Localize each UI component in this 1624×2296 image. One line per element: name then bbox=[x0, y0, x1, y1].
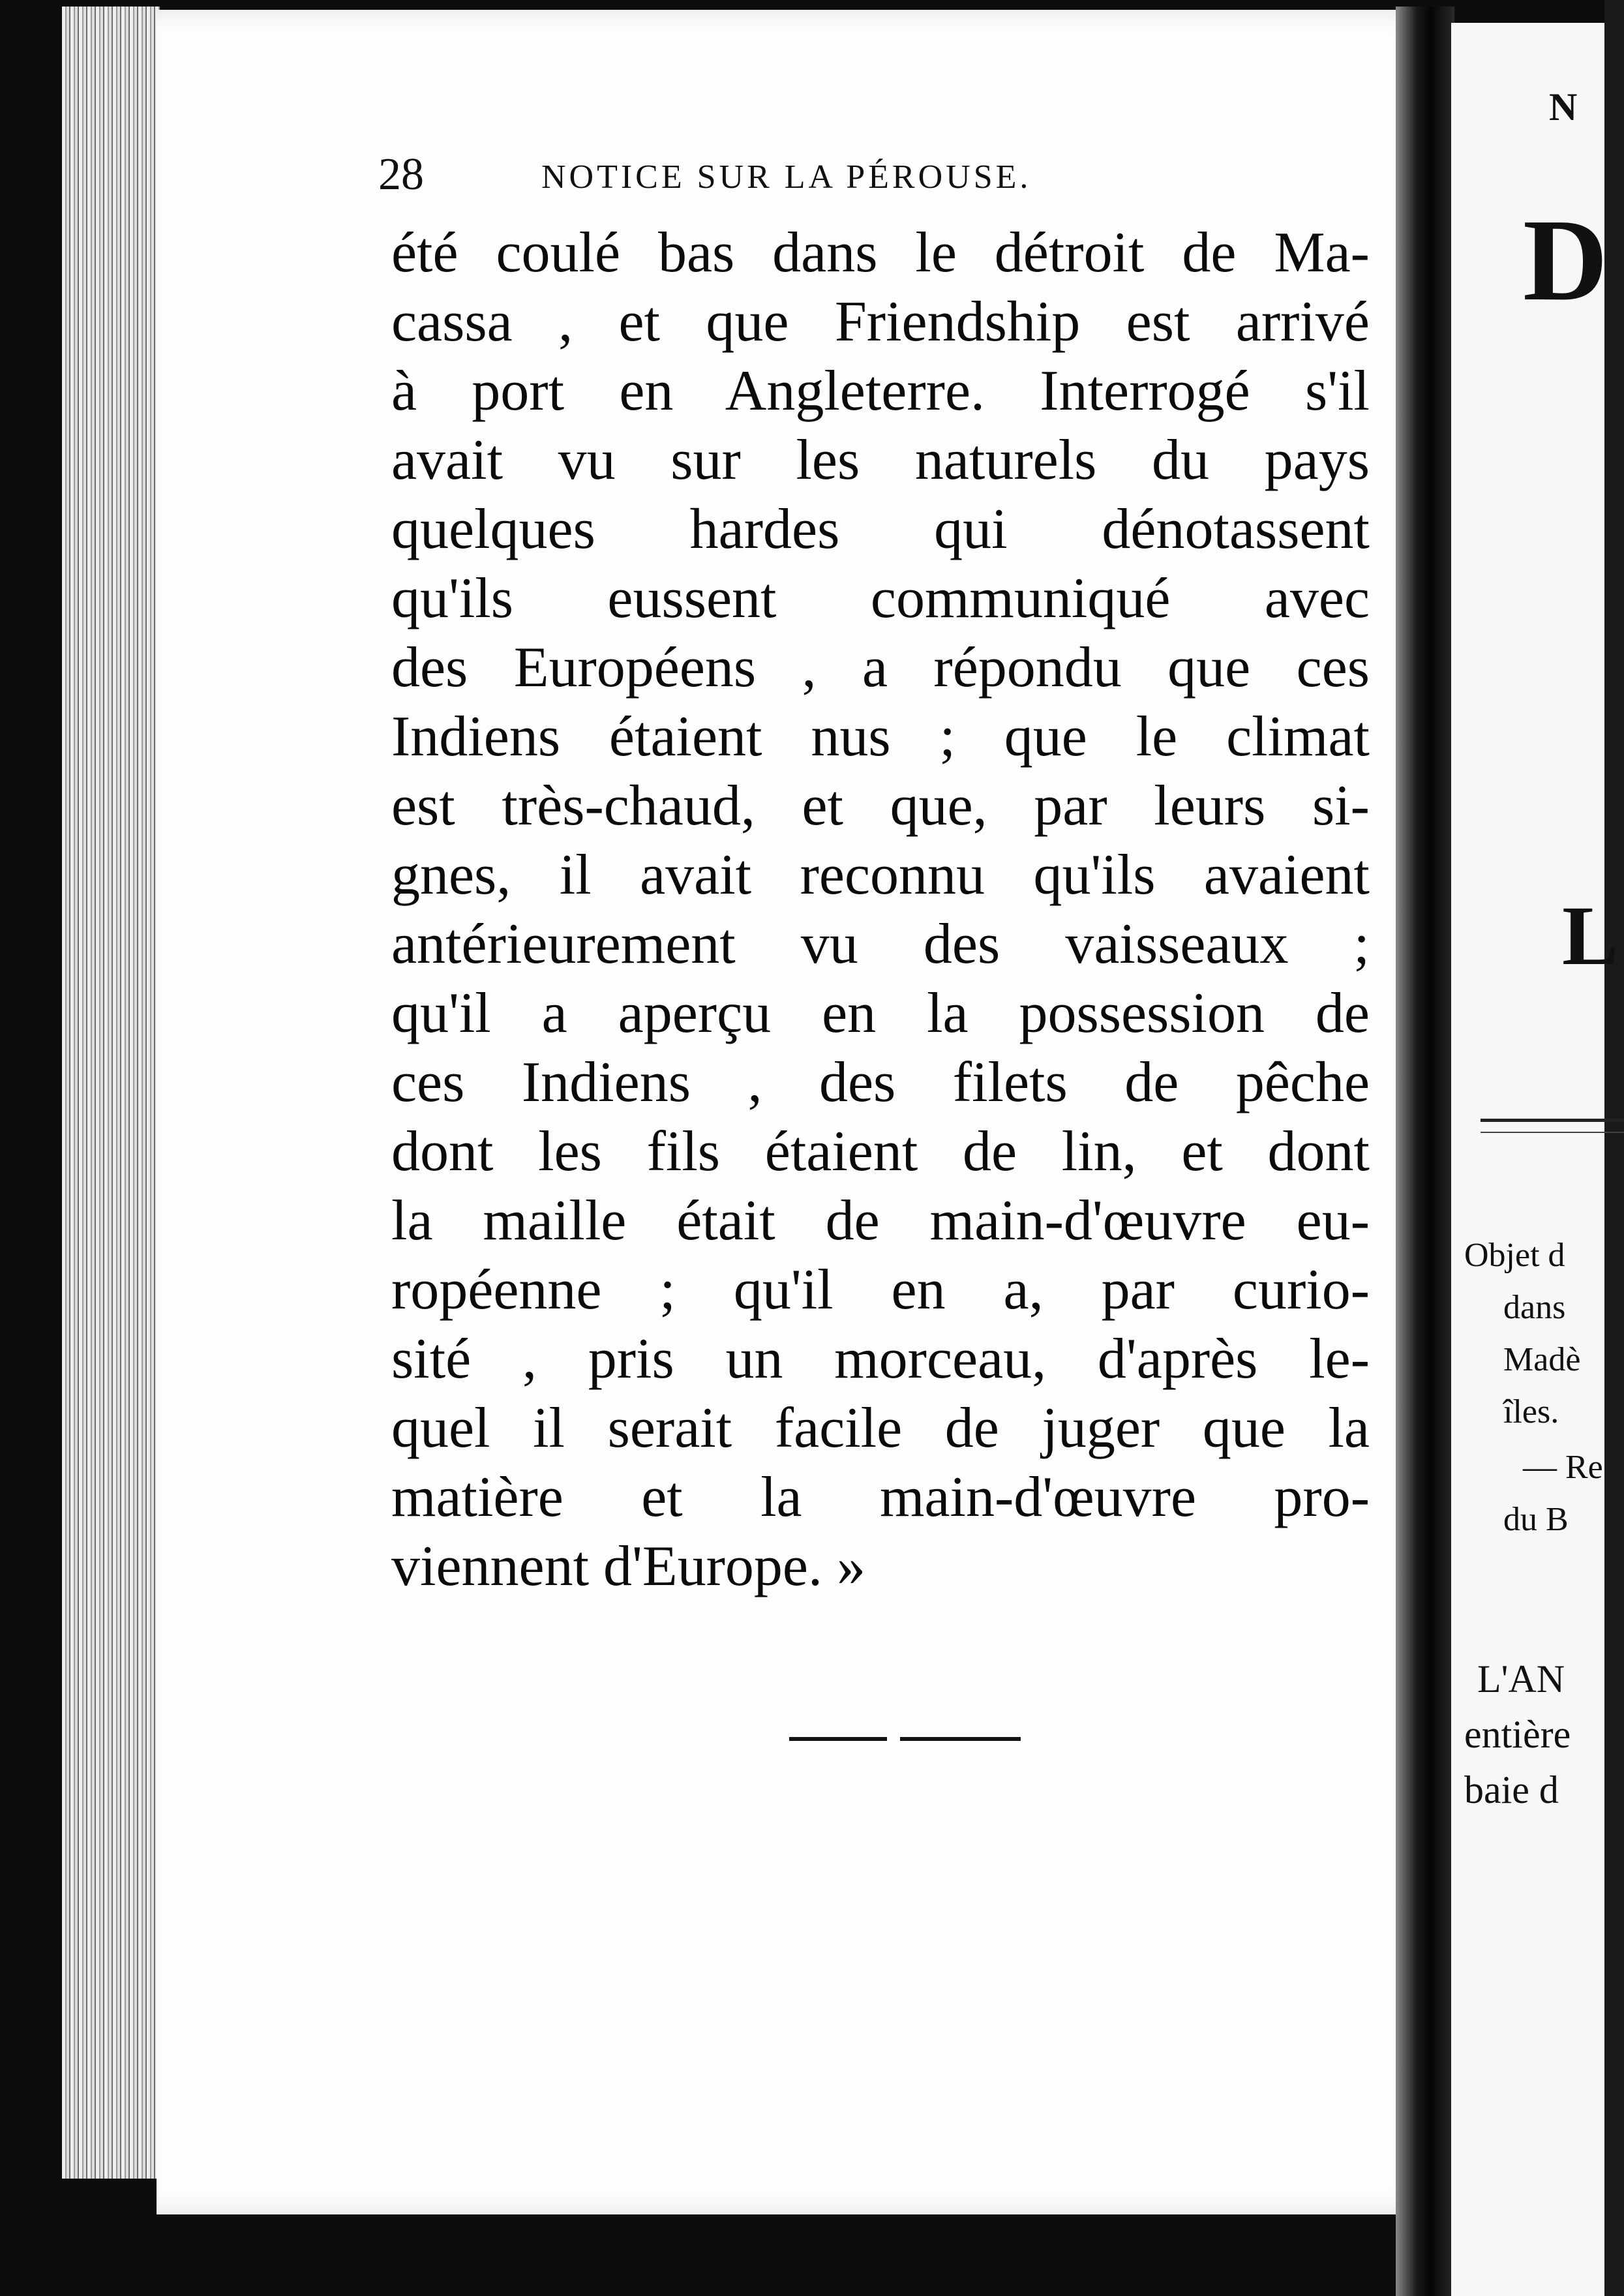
summary-line: îles. bbox=[1503, 1393, 1559, 1430]
body-line: baie d bbox=[1464, 1768, 1559, 1811]
heading-rule bbox=[1481, 1119, 1624, 1122]
text-line: été coulé bas dans le détroit de Ma- bbox=[391, 221, 1370, 284]
text-line: à port en Angleterre. Interrogé s'il bbox=[391, 359, 1370, 423]
summary-line: — Re bbox=[1523, 1449, 1603, 1486]
text-line: gnes, il avait reconnu qu'ils avaient bbox=[391, 843, 1370, 907]
section-end-rule bbox=[789, 1737, 1021, 1741]
text-line: quel il serait facile de juger que la bbox=[391, 1397, 1370, 1460]
body-line: entière bbox=[1464, 1713, 1571, 1756]
text-line: qu'ils eussent communiqué avec bbox=[391, 567, 1370, 630]
text-line: est très-chaud, et que, par leurs si- bbox=[391, 774, 1370, 838]
text-line: cassa , et que Friendship est arrivé bbox=[391, 290, 1370, 354]
book-gutter bbox=[1396, 7, 1454, 2296]
right-page-corner: N bbox=[1549, 85, 1578, 128]
text-line: avait vu sur les naturels du pays bbox=[391, 429, 1370, 492]
summary-line: du B bbox=[1503, 1501, 1569, 1538]
chapter-initial: D bbox=[1523, 195, 1608, 325]
summary-line: Madè bbox=[1503, 1341, 1581, 1378]
body-line: L'AN bbox=[1477, 1657, 1565, 1700]
text-line: des Européens , a répondu que ces bbox=[391, 636, 1370, 699]
page-number: 28 bbox=[378, 149, 424, 200]
summary-line: dans bbox=[1503, 1289, 1566, 1326]
text-line: antérieurement vu des vaisseaux ; bbox=[391, 913, 1370, 976]
summary-line: Objet d bbox=[1464, 1237, 1565, 1274]
text-line: ces Indiens , des filets de pêche bbox=[391, 1051, 1370, 1114]
text-line: dont les fils étaient de lin, et dont bbox=[391, 1120, 1370, 1183]
text-line: sité , pris un morceau, d'après le- bbox=[391, 1327, 1370, 1391]
body-text bbox=[391, 219, 1370, 1601]
running-head: NOTICE SUR LA PÉROUSE. bbox=[541, 159, 1032, 196]
text-line: qu'il a aperçu en la possession de bbox=[391, 982, 1370, 1045]
page-header bbox=[378, 149, 1370, 207]
right-page bbox=[1451, 23, 1619, 2296]
chapter-heading-letter: L bbox=[1562, 889, 1619, 983]
text-line: Indiens étaient nus ; que le climat bbox=[391, 705, 1370, 768]
heading-rule-thin bbox=[1481, 1132, 1624, 1133]
text-line: matière et la main-d'œuvre pro- bbox=[391, 1466, 1370, 1529]
text-line: quelques hardes qui dénotassent bbox=[391, 498, 1370, 561]
text-line: la maille était de main-d'œuvre eu- bbox=[391, 1189, 1370, 1252]
text-line: ropéenne ; qu'il en a, par curio- bbox=[391, 1258, 1370, 1322]
page-edges bbox=[62, 7, 160, 2179]
text-line: viennent d'Europe. » bbox=[391, 1535, 865, 1598]
